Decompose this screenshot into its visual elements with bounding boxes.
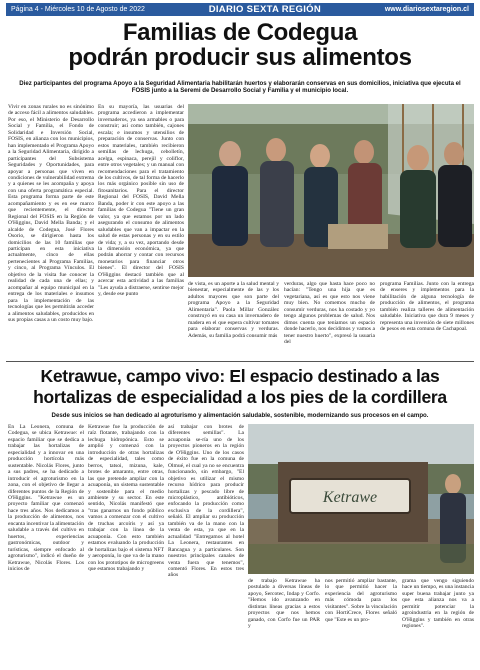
article2-deck: Desde sus inicios se han dedicado al agroturismo y alimentación saludable, sostenible, modernizando sus procesos en el campo. xyxy=(51,412,429,419)
article1-col-2: En su mayoría, las usuarias del programa accedieron a implementar invernaderos, ya sea armables o para construir; así como también, cajones escala; e insumos y utensilios de preparación de conservas. Junto con estos materiales, también recibieron semillas de lechuga, cebolletín, acelga, espinaca, perejil y coliflor, entre otros vegetales; y un manual con recomendaciones para el tratamiento de los cultivos, de tal forma de hacerlo los más orgánico posible sin uso de fitosanitarios. Para el director Regional del FOSIS, David Mella Banda, poder ir con este apoyo a las familias de Codegua "Tiene un gran valor, ya que estamos por un lado asegurando el consumo de alimentos saludables que van a impactar en la salud de estas personas y en su estilo de vida; y, a su vez, aportando desde la dimensión económica, ya que podrán ahorrar y contar con recursos monetarios para financiar otros bienes". El director del FOSIS O'Higgins destacó también que al acercar esta actividad a las familias "Les ayuda a distraerse, sentirse mejor y, desde ese punto xyxy=(98,104,184,298)
newspaper-name: DIARIO SEXTA REGIÓN xyxy=(208,4,322,15)
article2-col-3: así trabajar con brotes de diferentes semillas". La acuaponía se-ría uno de los proyectos pioneros en la región de O'Higgins. Uno de los casos de éxito fue en la comuna de Olmué, el cual ya no se encuentra funcionando, sin embargo, "El objetivo es utilizar el mismo recurso hídrico para producir hortalizas y pescado libre de microplástico, antibióticos, enfocando la producción como exclusiva de la cordillera", señaló. El ampliar su producción también va de la mano con la venta de esta, ya que en la actualidad "Entregamos al hotel La Leonera, restaurantes en Rancagua y a particulares. Son nuestros principales canales de venta fuera que tenemos", comentó Flores. En estos tres años xyxy=(168,424,244,579)
article1-deck: Diez participantes del programa Apoyo a la Seguridad Alimentaria habilitarán huertos y elaborarán conservas en sus domicilios, iniciativa que ejecuta el FOSIS junto a la Seremi de Desarrollo Social y Familia y el municipio local. xyxy=(19,80,461,95)
page-header-bar xyxy=(6,3,474,16)
article2-headline-line2: hortalizas de especialidad a los pies de la cordillera xyxy=(33,387,447,407)
article2-photo-ketrawue-sign xyxy=(248,424,474,574)
article2-col-5: nos permitió ampliar bastante, lo que permitió hacer la experiencia del agroturismo más cómoda para los visitantes". Sobre la vinculación con HortiCrece, Flores señaló que "Este es un pro- xyxy=(325,578,397,623)
article1-photo-family-greenhouse xyxy=(188,104,474,277)
ketrawue-sign-text: Ketrawe xyxy=(322,489,378,506)
section-divider xyxy=(6,361,474,362)
article1-col-4: verduras, algo que hasta hace poco no hacían: "Tengo una hija que es vegetariana, así es que esto nos viene muy bien. No comemos mucho de consumir verduras, nos ha costado y yo tengo algunos problemas de salud. Nos dimos cuenta que teníamos un espacio donde hacerlo, nos decidimos y vamos a tener nuestro huerto", expresó la usuaria del xyxy=(284,281,375,346)
article2-col-6: grama que vengo siguiendo hace un tiempo, es una instancia super buena trabajar junto ya que esta alianza nos va a permitir potenciar la agroindustria en la región de O'Higgins y también en otras regiones". xyxy=(402,578,474,630)
article2-col-1: En La Leonera, comuna de Codegua, se ubica Ketrawue: el espacio familiar que se dedica a trabajar las hortalizas de especialidad y a innovar en una producción hortícola más sustentable. Nicolás Flores, junto a sus padres, se ha dedicado a introducir el agroturismo en la zona, con el objetivo de llegar a diferentes puntos de la Región de O'Higgins. "Ketrawue es un proyecto familiar que comenzó hace tres años. Nos dedicamos a la producción de alimentos, nos encanta incentivar la alimentación saludable a través del cultivo en huertos, experiencias gastronómicas, outdoor y turísticas, siempre enfocado al agroturismo", indicó el dueño de Ketrawue, Nicolás Flores. Los inicios de xyxy=(8,424,84,572)
page-date: Página 4 - Miércoles 10 de Agosto de 2022 xyxy=(11,6,145,13)
article1-col-5: programa Familias. Junto con la entrega de enseres y implementos para la habilitación de alguna tecnología de producción de alimentos, el programa también realiza talleres de alimentación saludable. Iniciativa que dura 9 meses y representa una inversión de siete millones de pesos en esta comuna de Cachapoal. xyxy=(380,281,474,333)
article2-col-4: de trabajo Ketrawue ha postulado a diversas líneas de apoyo, Sercotec, Indap y Corfo. "Hemos ido avanzando en distintas líneas gracias a estos proyectos que nos hemos ganado, con Corfo fue un PAR y xyxy=(248,578,320,630)
article1-headline-line2: podrán producir sus alimentos xyxy=(68,44,412,71)
article1-col-3: de vista, es un aporte a la salud mental y bienestar, especialmente de las y los adultos mayores que son parte del programa Apoyo a la Seguridad Alimentaria". Paola Millar González construyó en su casa un invernadero de madera en el que espera cultivar tomates para elaborar conservas y verduras. Además, su familia podrá consumir más xyxy=(188,281,279,339)
website-link[interactable]: www.diariosextaregion.cl xyxy=(384,6,469,13)
article1-col-1: Vivir en zonas rurales no es sinónimo de acceso fácil a alimentos saludables. Por eso, el Ministerio de Desarrollo Social y Familia, el Fondo de Solidaridad e Inversión Social, FOSIS, en alianza con los municipios, han implementado el Programa Apoyo a la Seguridad Alimentaria, dirigido a participantes del Subsistema Seguridades y Oportunidades, para apoyar a personas que viven en condiciones de vulnerabilidad extrema y a quienes se les acompaña y apoya con una oferta programática especial. Esta programa forma parte de este acompañamiento y es en ese marco que recientemente, el director Regional del FOSIS en la Región de O'Higgins, David Mella Banda; y el alcalde de Codegua, José Flores Osorio, se dirigieron hasta los domicilios de las 10 familias que participan en esta iniciativa actualmente, cinco de ellas pertenecientes al Programa Familias, y cinco, al Programa Vínculos. El objetivo de la visita fue conocer la realidad de cada una de ellas; y acompañar al equipo municipal en la entrega de los materiales e insumos para la implementación de las tecnologías que les permitirán acceder a alimentos saludables, producidos en sus propias casas a un costo muy bajo. xyxy=(8,104,94,323)
article2-headline-line1: Ketrawue, campo vivo: El espacio destinado a las xyxy=(40,366,440,386)
article2-col-2: Ketrawue fue la producción de raíz flotante, trabajando con la lechuga hidropónica. Esto se amplió y comenzó con la introducción de otras hortalizas de especialidad, tales como berros, tatsoi, mizuna, kale, brotes de amaranto, entre otras, las que pretende ampliar con la acuaponía, un sistema sustentable y sostenible para el medio ambiente y su sector. En este sentido, Nicolás manifestó que "tras ganarnos un fondo público vamos a comenzar con el cultivo de truchas arcoíris y así ya trabajar con la línea de la acuaponía. Con esto también estamos evaluando la producción de hortalizas bajo el sistema NFT y aeroponía, lo que va de la mano con los prototipos de microgreens que estamos trabajando y xyxy=(88,424,164,572)
article1-headline-line1: Familias de Codegua xyxy=(122,19,358,46)
